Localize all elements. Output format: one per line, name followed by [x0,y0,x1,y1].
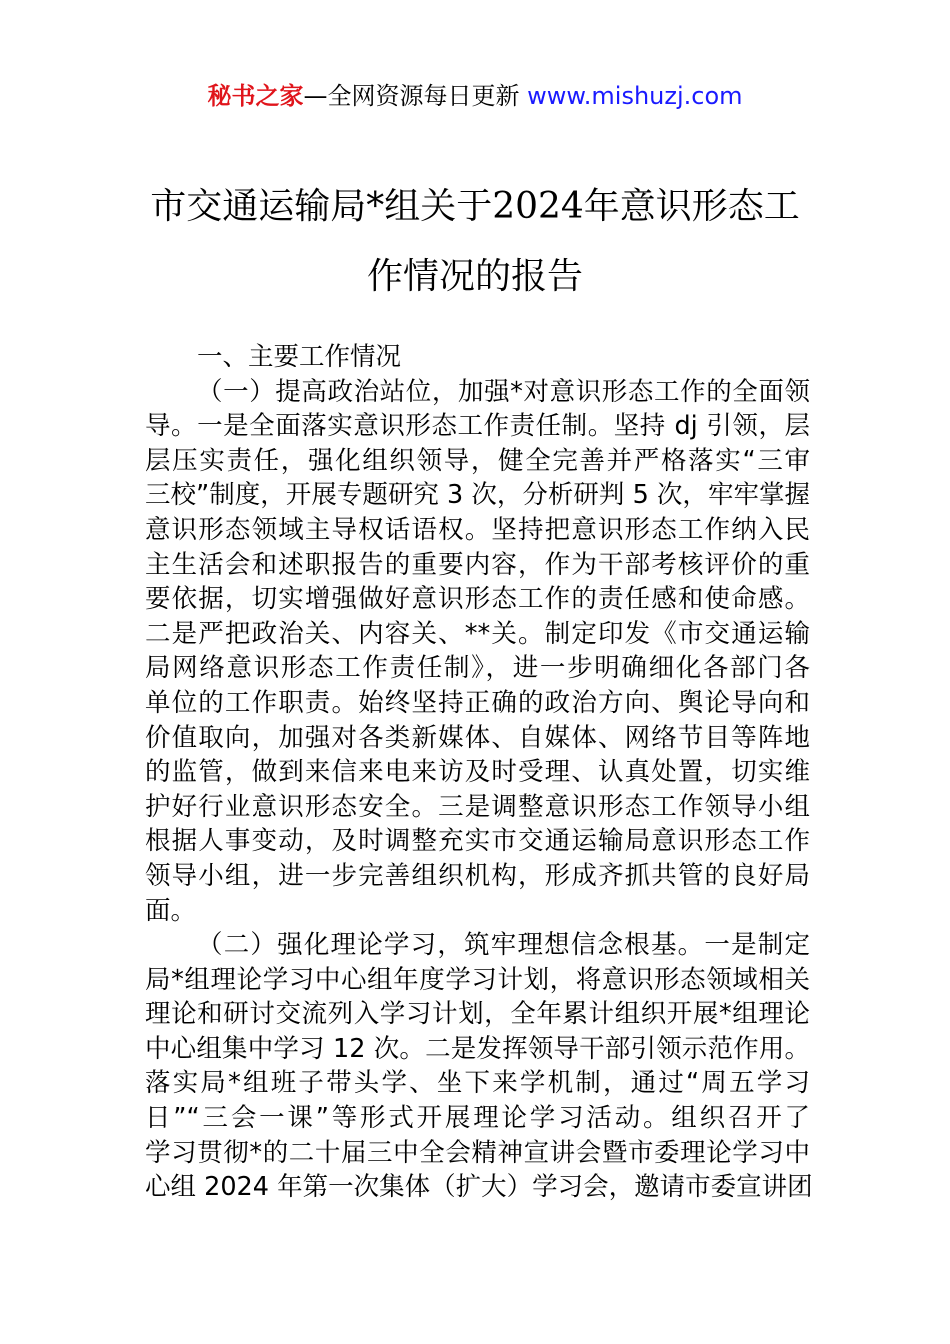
paragraph-line: 局网络意识形态工作责任制》，进一步明确细化各部门各 [145,653,810,684]
paragraph-line: 三校”制度，开展专题研究 3 次，分析研判 5 次，牢牢掌握 [145,480,810,511]
document-title [130,172,820,312]
paragraph-line: 护好行业意识形态安全。三是调整意识形态工作领导小组 [145,791,810,822]
banner-brand: 秘书之家 [207,82,304,110]
paragraph-line: 局*组理论学习中心组年度学习计划，将意识形态领域相关 [145,964,810,995]
paragraph-line: 落实局*组班子带头学、坐下来学机制，通过“周五学习 [145,1068,810,1099]
paragraph-line: 日”“三会一课”等形式开展理论学习活动。组织召开了 [145,1103,810,1134]
paragraph-line: （一）提高政治站位，加强*对意识形态工作的全面领 [197,376,810,407]
paragraph-line: 二是严把政治关、内容关、**关。制定印发《市交通运输 [145,618,810,649]
title-line-1: 市交通运输局*组关于2024年意识形态工 [150,186,800,227]
paragraph-line: 中心组集中学习 12 次。二是发挥领导干部引领示范作用。 [145,1033,810,1064]
paragraph-line: 单位的工作职责。始终坚持正确的政治方向、舆论导向和 [145,687,810,718]
document-body [145,340,813,1205]
paragraph-line: 根据人事变动，及时调整充实市交通运输局意识形态工作 [145,826,810,857]
paragraph-line: 层压实责任，强化组织领导，健全完善并严格落实“三审 [145,445,810,476]
paragraph-line: 要依据，切实增强做好意识形态工作的责任感和使命感。 [145,584,810,615]
paragraph-line: 学习贯彻*的二十届三中全会精神宣讲会暨市委理论学习中 [145,1137,810,1168]
paragraph-line: 心组 2024 年第一次集体（扩大）学习会，邀请市委宣讲团 [145,1172,813,1203]
paragraph-line: （二）强化理论学习，筑牢理想信念根基。一是制定 [197,930,810,961]
site-banner [0,78,950,114]
section-heading: 一、主要工作情况 [197,342,402,372]
paragraph-line: 的监管，做到来信来电来访及时受理、认真处置，切实维 [145,757,810,788]
paragraph-line: 导。一是全面落实意识形态工作责任制。坚持 dj 引领，层 [145,411,810,442]
paragraph-line: 理论和研讨交流列入学习计划，全年累计组织开展*组理论 [145,999,810,1030]
paragraph-line: 主生活会和述职报告的重要内容，作为干部考核评价的重 [145,549,810,580]
title-line-2: 作情况的报告 [366,256,583,297]
paragraph-line: 领导小组，进一步完善组织机构，形成齐抓共管的良好局 [145,860,810,891]
paragraph-line: 意识形态领域主导权话语权。坚持把意识形态工作纳入民 [145,514,810,545]
banner-tagline: —全网资源每日更新 [303,82,520,110]
banner-url-link[interactable]: www.mishuzj.com [527,82,743,110]
paragraph-line: 面。 [145,895,197,926]
paragraph-line: 价值取向，加强对各类新媒体、自媒体、网络节目等阵地 [145,722,810,753]
